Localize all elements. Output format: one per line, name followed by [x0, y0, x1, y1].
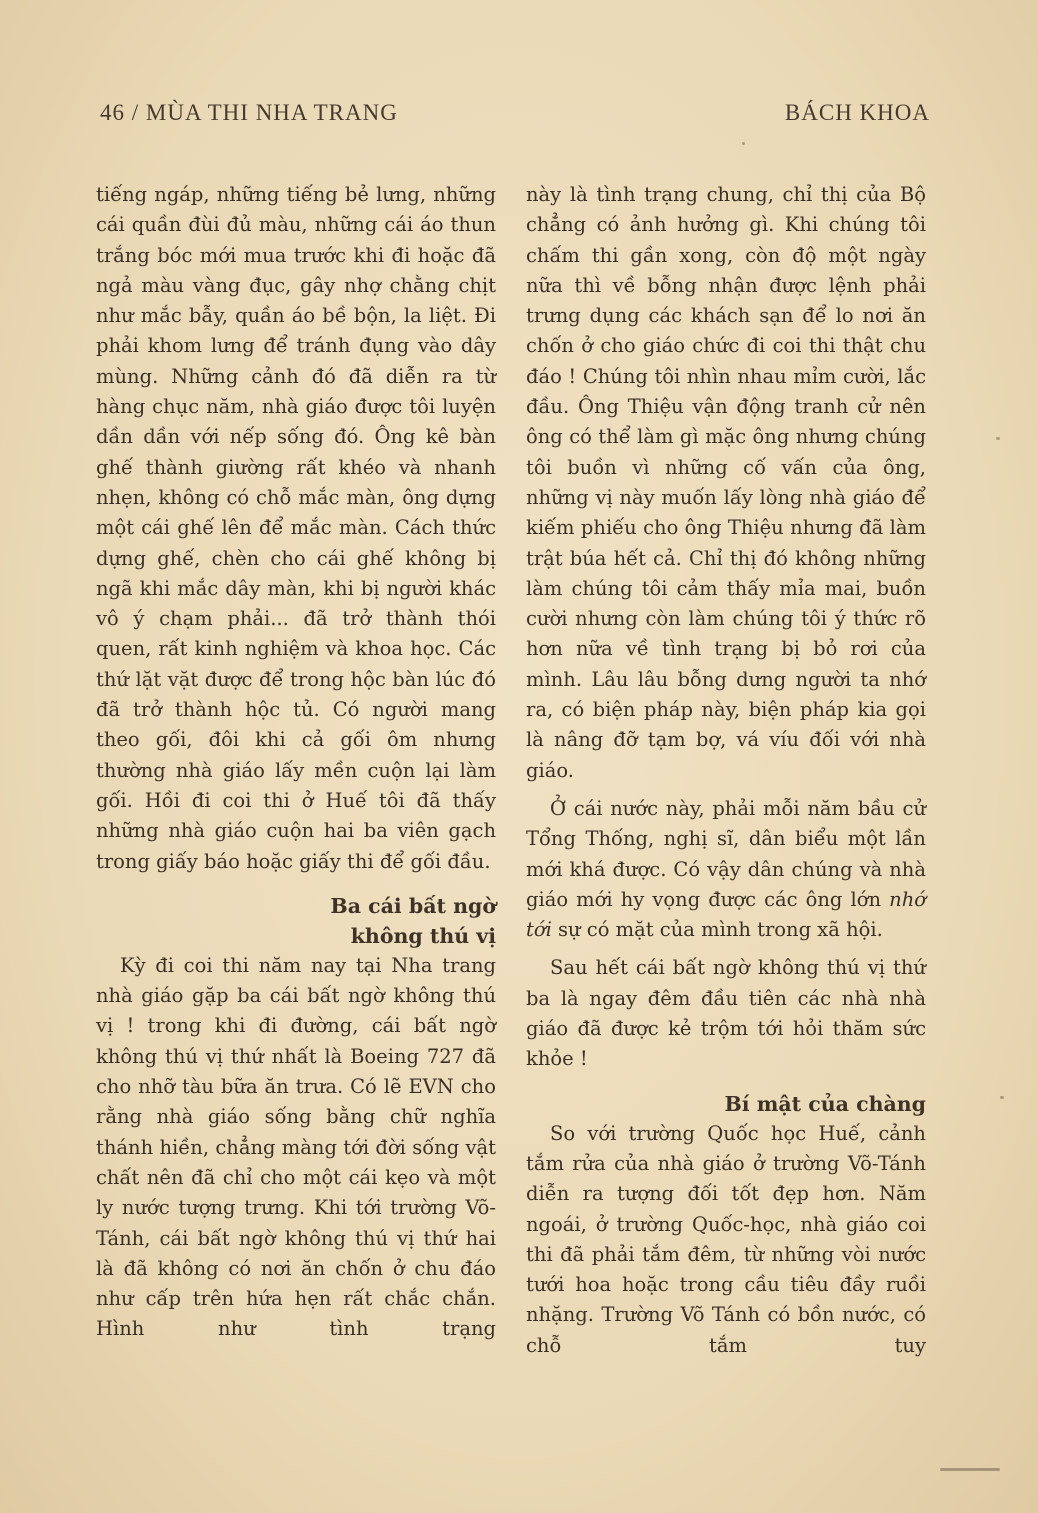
running-header — [100, 100, 930, 136]
page-number-title: 46 / MÙA THI NHA TRANG — [100, 100, 398, 125]
text-run: Ở cái nước này, phải mỗi năm bầu cử Tổng Thống, nghị sĩ, dân biểu một lần mới khá được. Có vậy dân chúng và nhà giáo mới hy vọng được các ông lớn — [526, 796, 926, 911]
text-run: sự có mặt của mình trong xã hội. — [551, 918, 883, 942]
paragraph: tiếng ngáp, những tiếng bẻ lưng, những cái quần đùi đủ màu, những cái áo thun trắng bóc mới mua trước khi đi hoặc đã ngả màu vàng đục, gây nhợ chằng chịt như mắc bẫy, quần áo bề bộn, la liệt. Đi phải khom lưng để tránh đụng vào dây mùng. Những cảnh đó đã diễn ra từ hàng chục năm, nhà giáo được tôi luyện dần dần với nếp sống đó. Ông kê bàn ghế thành giường rất khéo và nhanh nhẹn, không có chỗ mắc màn, ông dựng một cái ghế lên để mắc màn. Cách thức dựng ghế, chèn cho cái ghế không bị ngã khi mắc dây màn, khi bị người khác vô ý chạm phải... đã trở thành thói quen, rất kinh nghiệm và khoa học. Các thứ lặt vặt được để trong hộc bàn lúc đó đã trở thành hộc tủ. Có người mang theo gối, đôi khi cả gối ôm nhưng thường nhà giáo lấy mền cuộn lại làm gối. Hồi đi coi thi ở Huế tôi đã thấy những nhà giáo cuộn hai ba viên gạch trong giấy báo hoặc giấy thi để gối đầu. — [96, 183, 496, 873]
paper-speck — [996, 437, 1000, 440]
left-column — [96, 180, 496, 1345]
paragraph: này là tình trạng chung, chỉ thị của Bộ chẳng có ảnh hưởng gì. Khi chúng tôi chấm thi gần xong, còn độ một ngày nữa thì về bỗng nhận được lệnh phải trưng dụng các khách sạn để lo nơi ăn chốn ở cho giáo chức đi coi thi thật chu đáo ! Chúng tôi nhìn nhau mỉm cười, lắc đầu. Ông Thiệu vận động tranh cử nên ông có thể làm gì mặc ông nhưng chúng tôi buồn vì những cố vấn của ông, những vị này muốn lấy lòng nhà giáo để kiếm phiếu cho ông Thiệu nhưng đã làm trật búa hết cả. Chỉ thị đó không những làm chúng tôi cảm thấy mỉa mai, buồn cười nhưng còn làm chúng tôi ý thức rõ hơn nữa về tình trạng bị bỏ rơi của mình. Lâu lâu bỗng dưng người ta nhớ ra, có biện pháp này, biện pháp kia gọi là nâng đỡ tạm bợ, vá víu đối với nhà giáo. — [526, 183, 926, 782]
paper-speck — [742, 142, 745, 145]
right-column — [526, 180, 926, 1361]
magazine-name: BÁCH KHOA — [784, 100, 930, 125]
paper-speck — [1000, 1096, 1004, 1099]
paper-speck — [940, 1468, 1000, 1471]
heading-line: không thú vị — [350, 923, 496, 948]
paragraph: Kỳ đi coi thi năm nay tại Nha trang nhà giáo gặp ba cái bất ngờ không thú vị ! trong khi đi đường, cái bất ngờ không thú vị thứ nhất là Boeing 727 đã cho nhỡ tàu bữa ăn trưa. Có lẽ EVN cho rằng nhà giáo sống bằng chữ nghĩa thánh hiền, chẳng màng tới đời sống vật chất nên đã chỉ cho một cái kẹo và một ly nước tượng trưng. Khi tới trường Võ-Tánh, cái bất ngờ không thú vị thứ hai là đã không có nơi ăn chốn ở chu đáo như cấp trên hứa hẹn rất chắc chắn. Hình như tình trạng — [96, 953, 496, 1341]
paragraph — [526, 794, 926, 945]
italic-text: nhớ tới — [526, 887, 926, 942]
section-heading — [96, 891, 496, 951]
paragraph: So với trường Quốc học Huế, cảnh tắm rửa của nhà giáo ở trường Võ-Tánh diễn ra tượng đối tốt đẹp hơn. Năm ngoái, ở trường Quốc-học, nhà giáo coi thi đã phải tắm đêm, từ những vòi nước tưới hoa hoặc trong cầu tiêu đầy ruồi nhặng. Trường Võ Tánh có bồn nước, có chỗ tắm tuy — [526, 1121, 926, 1357]
section-heading: Bí mật của chàng — [724, 1091, 926, 1116]
heading-line: Ba cái bất ngờ — [330, 893, 496, 918]
paragraph: Sau hết cái bất ngờ không thú vị thứ ba là ngay đêm đầu tiên các nhà nhà giáo đã được kẻ trộm tới hỏi thăm sức khỏe ! — [526, 956, 926, 1071]
